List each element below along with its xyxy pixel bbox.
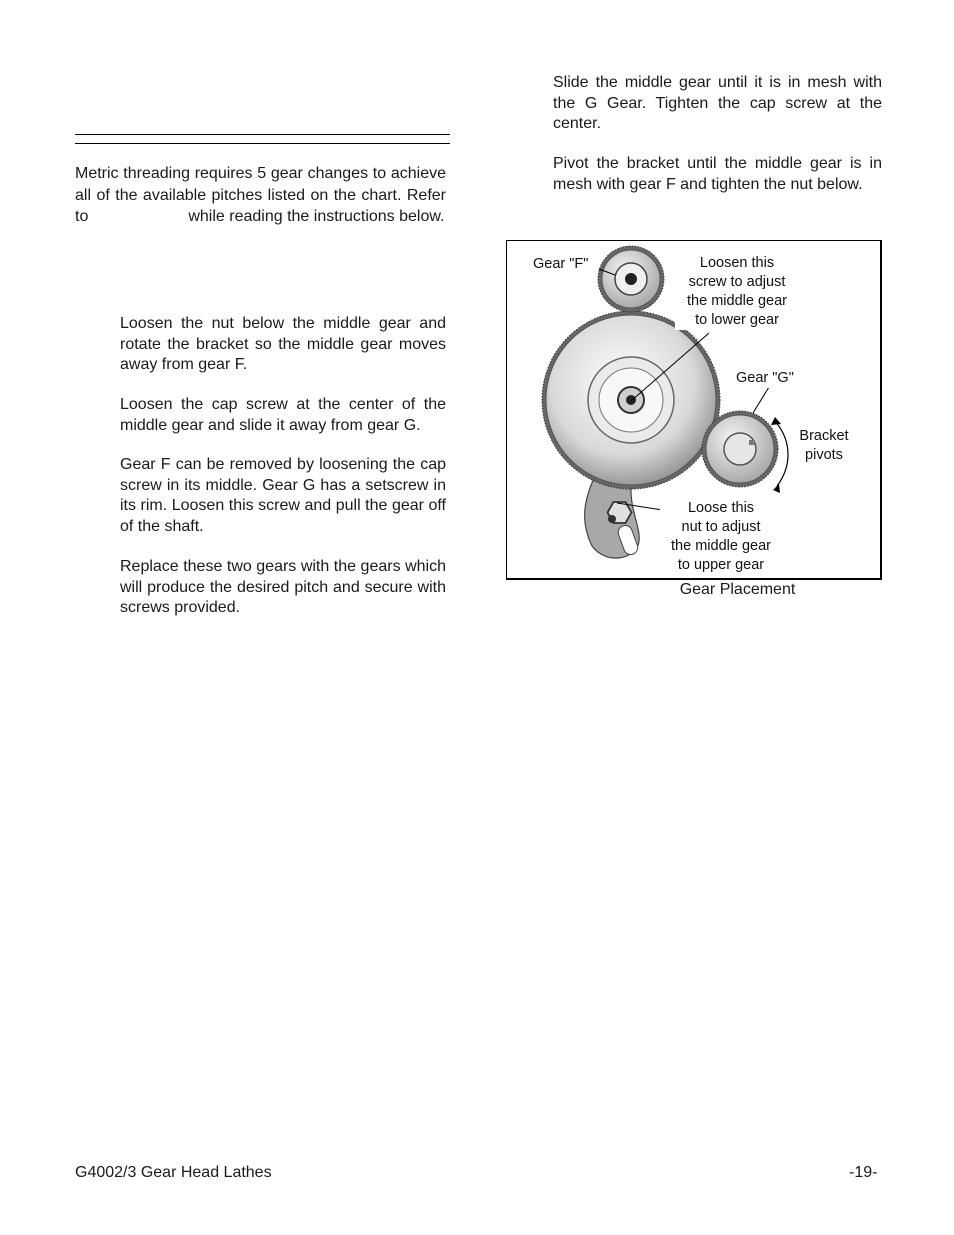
- label-loose-nut-line: the middle gear: [671, 538, 771, 554]
- intro-text-end: while reading the instructions below.: [188, 208, 445, 225]
- label-bracket-pivots-line: pivots: [805, 447, 843, 463]
- right-step-1: Slide the middle gear until it is in mesh with the G Gear. Tighten the cap screw at the center.: [553, 74, 882, 133]
- label-loose-nut-line: Loose this: [687, 500, 755, 516]
- right-step-2: Pivot the bracket until the middle gear is in mesh with gear F and tighten the nut below.: [553, 155, 882, 193]
- figure-caption: Gear Placement: [679, 581, 796, 598]
- intro-paragraph: [75, 163, 446, 228]
- label-loosen-screw-line: the middle gear: [687, 293, 787, 309]
- label-loosen-screw-line: to lower gear: [695, 312, 779, 328]
- gear-g: [702, 411, 778, 487]
- step-1: Loosen the nut below the middle gear and rotate the bracket so the middle gear moves away from gear F.: [120, 315, 446, 374]
- footer-title: G4002/3 Gear Head Lathes: [75, 1164, 272, 1181]
- label-gear-g: Gear "G": [736, 370, 794, 386]
- page-number: -19-: [849, 1164, 878, 1181]
- gear-placement-figure: [506, 240, 882, 580]
- section-bottom-rule: [75, 143, 450, 144]
- label-loose-nut: [660, 499, 782, 575]
- label-loose-nut-line: nut to adjust: [681, 519, 761, 535]
- intro-text-start: Metric threading requires 5 gear changes to achieve all of the available pitches listed on the chart. Refer to: [75, 165, 446, 225]
- gear-f: [598, 246, 664, 312]
- label-loosen-screw-line: Loosen this: [699, 255, 775, 271]
- section-top-rule: [75, 134, 450, 135]
- step-4: Replace these two gears with the gears which will produce the desired pitch and secure with screws provided.: [120, 558, 446, 617]
- label-loosen-screw-line: screw to adjust: [688, 274, 786, 290]
- middle-gear: [542, 311, 720, 489]
- label-loosen-screw: [675, 254, 799, 330]
- label-bracket-pivots: [793, 427, 855, 465]
- label-gear-f: Gear "F": [533, 256, 589, 272]
- step-2: Loosen the cap screw at the center of the middle gear and slide it away from gear G.: [120, 396, 446, 434]
- label-bracket-pivots-line: Bracket: [799, 428, 849, 444]
- step-3: Gear F can be removed by loosening the cap screw in its middle. Gear G has a setscrew in its rim. Loosen this screw and pull the gear off of the shaft.: [120, 456, 446, 535]
- label-loose-nut-line: to upper gear: [677, 557, 765, 573]
